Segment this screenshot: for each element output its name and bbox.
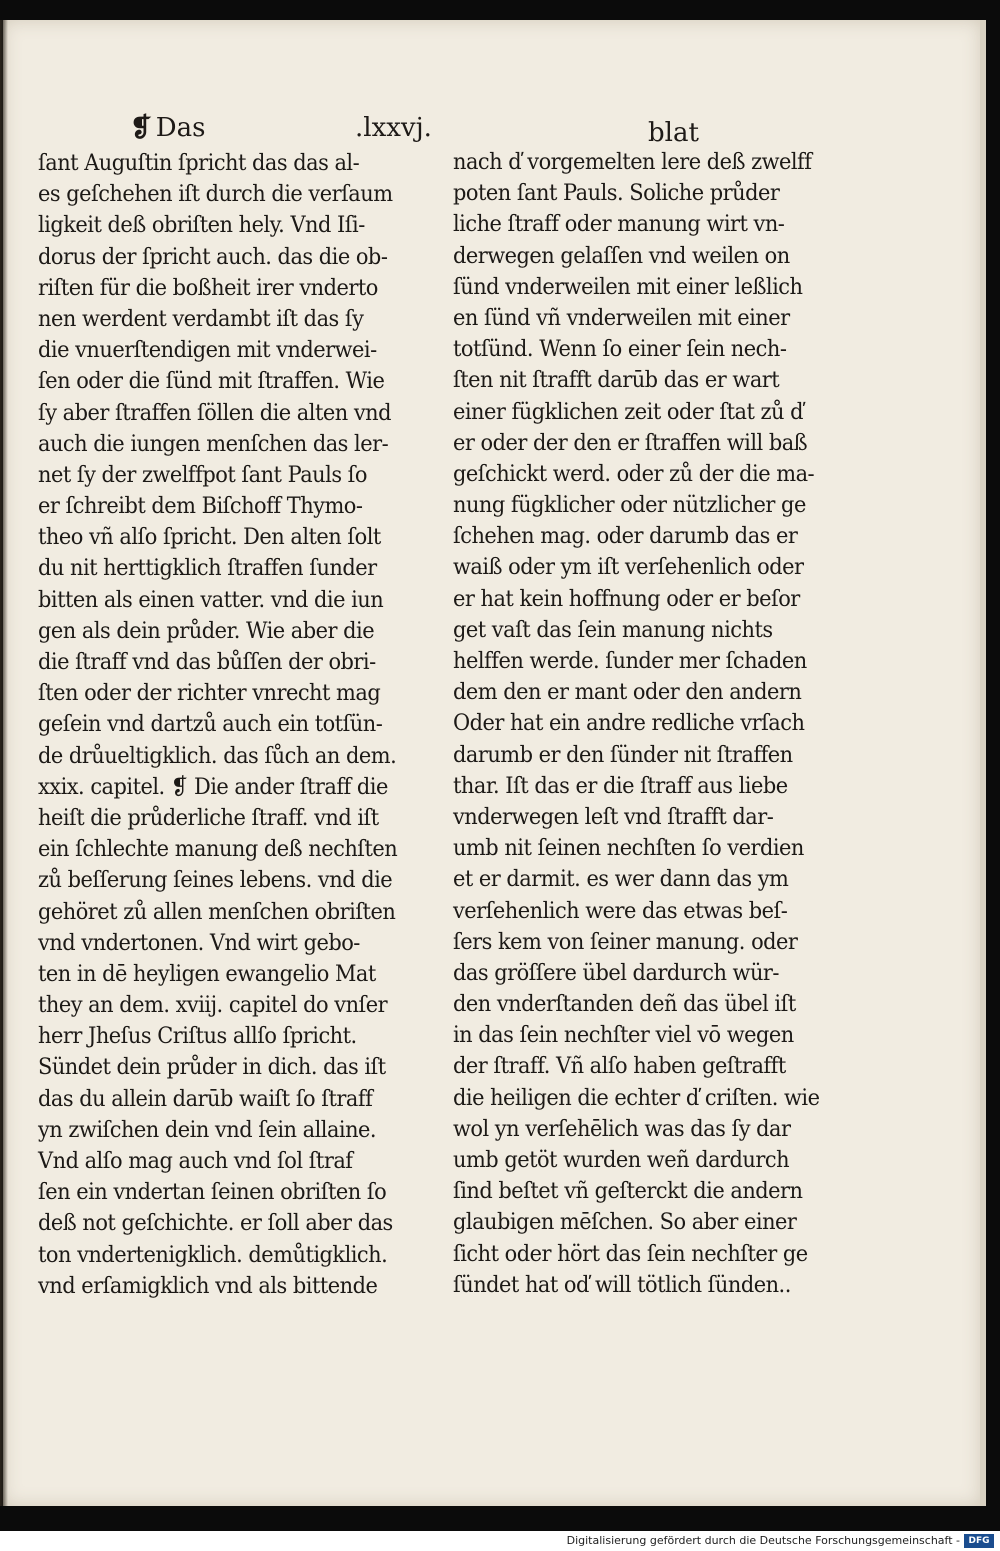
text-line: vnd erſamigklich vnd als bittende — [38, 1272, 378, 1299]
text-line: de drůueltigklich. das ſůch an dem. — [38, 742, 397, 769]
text-line: auch die iungen menſchen das ler- — [38, 430, 389, 457]
text-line: ten in dē heyligen ewangelio Mat — [38, 960, 376, 987]
text-line: derwegen gelaſſen vnd weilen on — [453, 242, 790, 269]
text-line: ſind beſtet vñ geſterckt die andern — [453, 1178, 803, 1205]
digitization-footer — [0, 1531, 1000, 1551]
text-line: ſers kem von ſeiner manung. oder — [453, 928, 798, 955]
text-line: theo vñ alſo ſpricht. Den alten ſolt — [38, 524, 381, 551]
text-line: waiß oder ym iſt verſehenlich oder — [453, 554, 804, 581]
text-line: ſten nit ſtrafft darūb das er wart — [453, 367, 780, 394]
text-line: they an dem. xviij. capitel do vnſer — [38, 992, 388, 1019]
text-line: er oder der den er ſtraffen will baß — [453, 429, 808, 456]
running-header-right: blat — [648, 118, 699, 148]
text-line: xxix. capitel. ❡ Die ander ſtraff die — [38, 773, 388, 800]
text-line: er ſchreibt dem Biſchoff Thymo- — [38, 493, 363, 520]
text-line: er hat kein hoffnung oder er beſor — [453, 585, 800, 612]
text-line: den vnderſtanden deñ das übel iſt — [453, 991, 796, 1018]
pilcrow-mark: ❡ — [130, 113, 152, 143]
text-line: nach ď vorgemelten lere deß zwelff — [453, 149, 812, 175]
text-line: Vnd alſo mag auch vnd ſol ſtraf — [38, 1148, 353, 1174]
text-line: liche ſtraff oder manung wirt vn- — [453, 211, 785, 238]
text-line: poten ſant Pauls. Soliche průder — [453, 180, 780, 207]
text-line: gen als dein průder. Wie aber die — [38, 617, 375, 644]
text-column-right — [453, 147, 838, 1301]
page-gutter-shadow — [0, 20, 8, 1506]
text-line: dem den er mant oder den andern — [453, 679, 802, 706]
text-line: heiſt die průderliche ſtraff. vnd iſt — [38, 804, 379, 831]
text-line: wol yn verſehēlich was das ſy dar — [453, 1115, 791, 1142]
text-line: riſten für die boßheit irer vnderto — [38, 274, 378, 301]
text-line: ſy aber ſtraffen ſöllen die alten vnd — [38, 399, 391, 426]
text-line: helffen werde. ſunder mer ſchaden — [453, 648, 807, 674]
text-line: nung fügklicher oder nützlicher ge — [453, 492, 806, 519]
dfg-logo: DFG — [964, 1534, 994, 1548]
text-line: ton vndertenigklich. demůtigklich. — [38, 1241, 388, 1268]
text-line: vnderwegen leſt vnd ſtrafft dar- — [453, 803, 774, 830]
text-line: totſünd. Wenn ſo einer ſein nech- — [453, 336, 787, 363]
text-line: vnd vndertonen. Vnd wirt gebo- — [38, 929, 360, 956]
text-line: ſant Auguſtin ſpricht das das al- — [38, 150, 360, 176]
text-line: das du allein darūb waiſt ſo ſtraff — [38, 1085, 373, 1112]
text-line: geſein vnd dartzů auch ein totſün- — [38, 711, 383, 738]
text-line: einer fügklichen zeit oder ſtat zů ď — [453, 398, 803, 425]
text-line: ſicht oder hört das ſein nechſter ge — [453, 1240, 808, 1267]
text-line: umb nit ſeinen nechſten ſo verdien — [453, 835, 804, 862]
text-line: dorus der ſpricht auch. das die ob- — [38, 243, 388, 270]
running-header-left — [130, 113, 432, 147]
text-line: verſehenlich were das etwas beſ- — [453, 897, 788, 924]
text-line: ſünd vnderweilen mit einer leßlich — [453, 273, 803, 300]
funding-credit: Digitalisierung gefördert durch die Deutsche Forschungsgemeinschaft - — [566, 1534, 960, 1547]
text-line: ein ſchlechte manung deß nechſten — [38, 836, 398, 863]
text-line: darumb er den ſünder nit ſtraffen — [453, 741, 793, 768]
text-line: geſchickt werd. oder zů der die ma- — [453, 460, 815, 487]
text-line: zů beſſerung ſeines lebens. vnd die — [38, 867, 393, 894]
text-line: en ſünd vñ vnderweilen mit einer — [453, 304, 790, 331]
text-line: gehöret zů allen menſchen obriſten — [38, 898, 396, 925]
page-edge — [980, 20, 986, 1506]
text-line: nen werdent verdambt iſt das ſy — [38, 305, 364, 332]
text-line: Sündet dein průder in dich. das iſt — [38, 1054, 386, 1081]
text-line: et er darmit. es wer dann das ym — [453, 866, 789, 893]
text-line: Oder hat ein andre redliche vrſach — [453, 710, 805, 737]
text-line: ligkeit deß obriſten hely. Vnd Iſi- — [38, 212, 365, 239]
text-line: du nit herttigklich ſtraffen ſunder — [38, 555, 377, 582]
text-line: glaubigen mēſchen. So aber einer — [453, 1209, 797, 1236]
folio-number: .lxxvj. — [355, 113, 432, 143]
header-word: Das — [155, 113, 206, 143]
text-line: es geſchehen iſt durch die verſaum — [38, 181, 393, 208]
text-line: die heiligen die echter ď criſten. wie — [453, 1084, 820, 1111]
text-line: yn zwiſchen dein vnd ſein allaine. — [38, 1116, 377, 1143]
text-line: in das ſein nechſter viel vō wegen — [453, 1022, 794, 1049]
text-line: die vnuerſtendigen mit vnderwei- — [38, 337, 377, 364]
text-line: ſen oder die ſünd mit ſtraffen. Wie — [38, 368, 385, 395]
text-line: net ſy der zwelffpot ſant Pauls ſo — [38, 461, 368, 488]
text-column-left — [38, 148, 418, 1302]
text-line: ſen ein vndertan ſeinen obriſten ſo — [38, 1179, 387, 1206]
text-line: bitten als einen vatter. vnd die iun — [38, 586, 384, 613]
text-line: thar. Iſt das er die ſtraff aus liebe — [453, 772, 788, 799]
text-line: get vaſt das ſein manung nichts — [453, 616, 773, 643]
text-line: die ſtraff vnd das bůſſen der obri- — [38, 649, 376, 675]
text-line: ſchehen mag. oder darumb das er — [453, 523, 798, 550]
text-line: deß not geſchichte. er ſoll aber das — [38, 1210, 393, 1237]
text-line: ſündet hat oď will tötlich ſünden.. — [453, 1271, 791, 1298]
text-line: herr Jheſus Criſtus allſo ſpricht. — [38, 1023, 357, 1050]
text-line: der ſtraff. Vñ alſo haben geſtrafft — [453, 1053, 786, 1080]
text-line: ſten oder der richter vnrecht mag — [38, 680, 381, 707]
text-line: umb getöt wurden weñ dardurch — [453, 1147, 790, 1173]
text-line: das gröſſere übel dardurch wür- — [453, 959, 779, 986]
